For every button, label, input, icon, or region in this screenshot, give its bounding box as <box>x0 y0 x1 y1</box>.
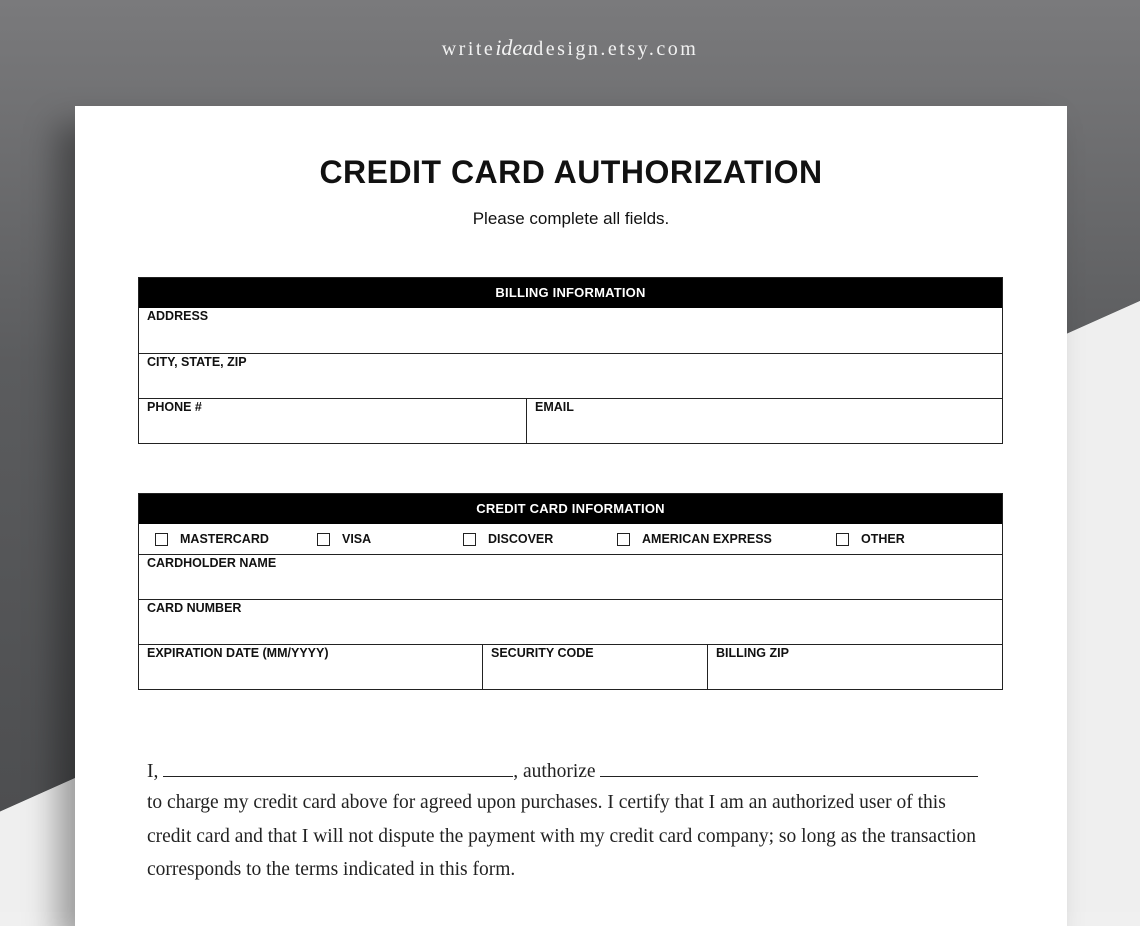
auth-middle: , authorize <box>513 761 596 782</box>
authorization-line-2: to charge my credit card above for agreed upon purchases. I certify that I am an authorized user of this <box>147 792 946 813</box>
billing-table <box>138 277 1003 444</box>
phone-field[interactable] <box>139 399 526 443</box>
auth-prefix: I, <box>147 761 159 782</box>
discover-label: DISCOVER <box>488 532 554 546</box>
address-field[interactable] <box>139 308 1002 353</box>
card-option-other[interactable] <box>836 524 905 554</box>
watermark-part-3: design.etsy.com <box>533 38 699 60</box>
email-field[interactable] <box>526 399 1002 443</box>
card-option-mastercard[interactable] <box>155 524 269 554</box>
cardholder-name-field[interactable] <box>139 555 1002 599</box>
card-option-discover[interactable] <box>463 524 553 554</box>
name-blank[interactable] <box>163 758 513 777</box>
card-header: CREDIT CARD INFORMATION <box>139 494 1002 524</box>
expiry-row <box>139 644 1002 689</box>
billing-zip-label: BILLING ZIP <box>716 646 789 660</box>
discover-checkbox[interactable] <box>463 533 476 546</box>
authorization-line-3: credit card and that I will not dispute the payment with my credit card company; so long as the transaction <box>147 826 977 847</box>
other-checkbox[interactable] <box>836 533 849 546</box>
cardholder-row <box>139 554 1002 599</box>
card-option-amex[interactable] <box>617 524 772 554</box>
card-table <box>138 493 1003 690</box>
address-row <box>139 308 1002 353</box>
card-number-label: CARD NUMBER <box>147 601 242 615</box>
card-type-row <box>139 524 1002 554</box>
visa-checkbox[interactable] <box>317 533 330 546</box>
watermark-script: idea <box>495 35 534 60</box>
contact-row <box>139 398 1002 443</box>
amex-label: AMERICAN EXPRESS <box>642 532 772 546</box>
expiration-date-label: EXPIRATION DATE (MM/YYYY) <box>147 646 329 660</box>
page-subtitle: Please complete all fields. <box>472 209 670 228</box>
security-code-field[interactable] <box>482 645 707 689</box>
visa-label: VISA <box>342 532 372 546</box>
authorization-line-4: corresponds to the terms indicated in this form. <box>147 859 516 880</box>
expiration-date-field[interactable] <box>139 645 482 689</box>
city-state-zip-label: CITY, STATE, ZIP <box>147 355 247 369</box>
shop-watermark <box>0 35 1140 61</box>
billing-header: BILLING INFORMATION <box>139 278 1002 308</box>
cardholder-name-label: CARDHOLDER NAME <box>147 556 277 570</box>
city-row <box>139 353 1002 398</box>
card-number-row <box>139 599 1002 644</box>
security-code-label: SECURITY CODE <box>491 646 594 660</box>
other-label: OTHER <box>861 532 905 546</box>
mastercard-checkbox[interactable] <box>155 533 168 546</box>
authorization-line-1 <box>147 758 978 783</box>
mastercard-label: MASTERCARD <box>180 532 269 546</box>
watermark-part-1: write <box>441 38 496 60</box>
billing-zip-field[interactable] <box>707 645 1002 689</box>
merchant-blank[interactable] <box>600 758 978 777</box>
card-number-field[interactable] <box>139 600 1002 644</box>
phone-label: PHONE # <box>147 400 202 414</box>
email-label: EMAIL <box>535 400 574 414</box>
address-label: ADDRESS <box>147 309 209 323</box>
page-title: CREDIT CARD AUTHORIZATION <box>319 154 823 190</box>
amex-checkbox[interactable] <box>617 533 630 546</box>
city-state-zip-field[interactable] <box>139 354 1002 398</box>
card-option-visa[interactable] <box>317 524 371 554</box>
